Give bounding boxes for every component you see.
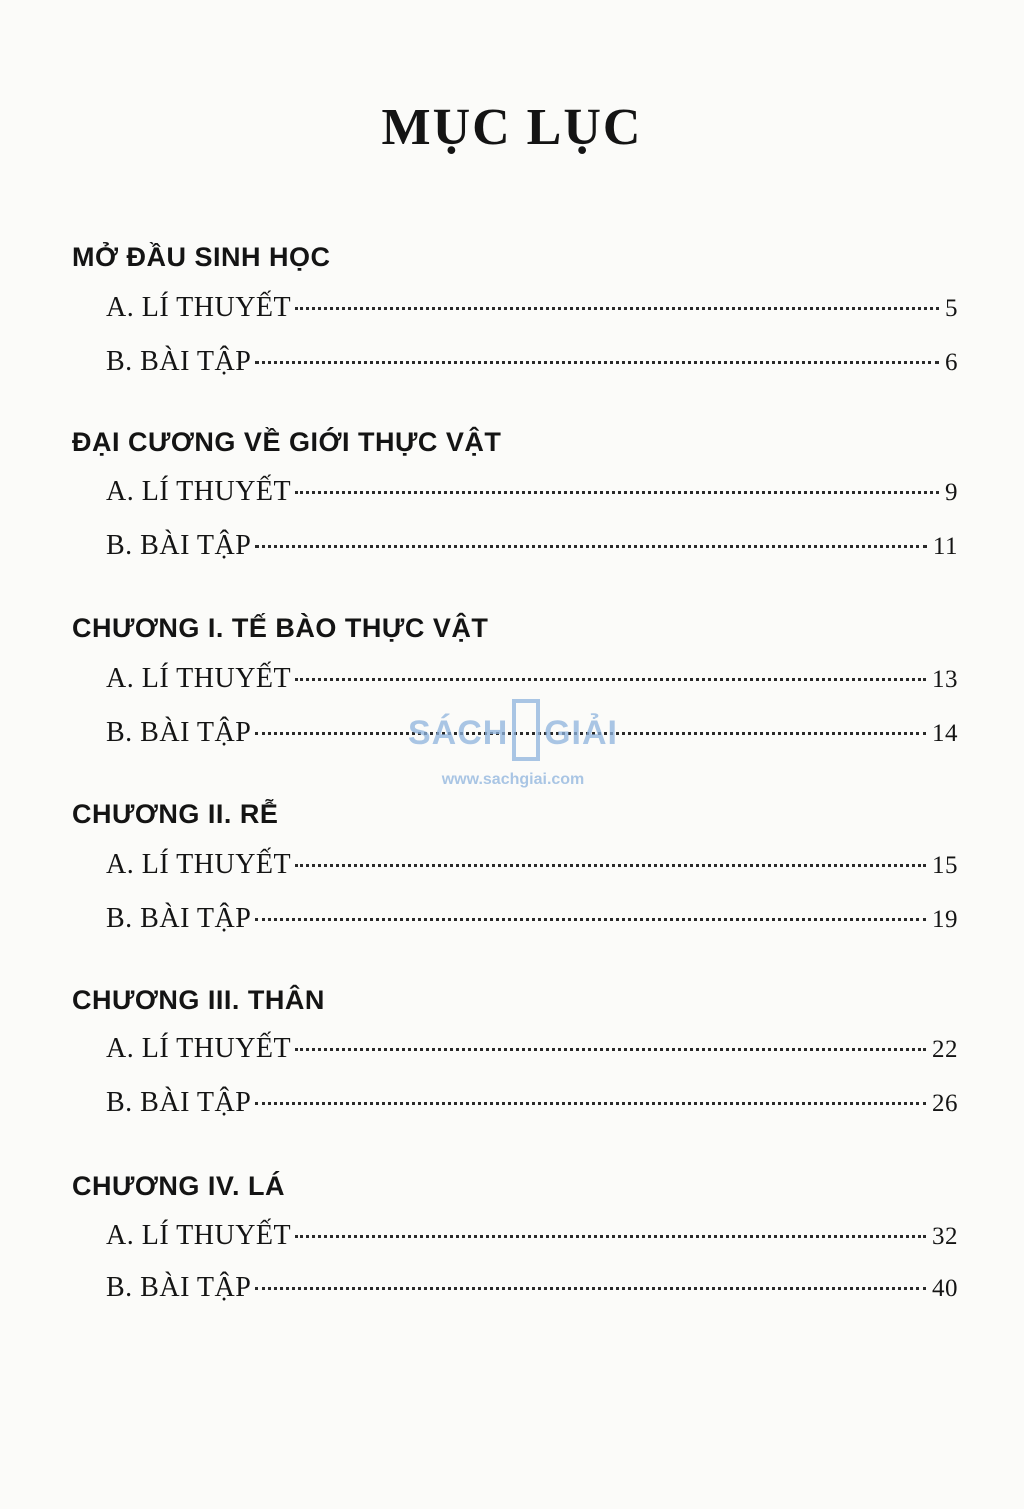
watermark-brand-right: GIẢI [544, 714, 618, 752]
toc-entry[interactable] [106, 1272, 958, 1312]
toc-entry-label: B. BÀI TẬP [106, 903, 252, 934]
toc-page-number: 26 [932, 1090, 958, 1117]
toc-entry[interactable] [106, 849, 958, 889]
dot-leader [295, 1235, 926, 1238]
toc-entry[interactable] [106, 663, 958, 703]
toc-entry[interactable] [106, 1033, 958, 1073]
watermark-url: www.sachgiai.com [441, 771, 585, 788]
toc-entry-label: A. LÍ THUYẾT [106, 663, 292, 694]
toc-entry[interactable] [106, 903, 958, 943]
toc-entry[interactable] [106, 1220, 958, 1260]
dot-leader [255, 918, 926, 921]
dot-leader [295, 864, 926, 867]
toc-entry-label: A. LÍ THUYẾT [106, 476, 292, 507]
dot-leader [295, 491, 939, 494]
dot-leader [255, 1102, 926, 1105]
dot-leader [295, 307, 939, 310]
dot-leader [255, 732, 926, 735]
section-heading: CHƯƠNG I. TẾ BÀO THỰC VẬT [72, 613, 489, 643]
toc-entry-label: B. BÀI TẬP [106, 1087, 252, 1118]
dot-leader [295, 678, 926, 681]
toc-page-number: 32 [932, 1223, 958, 1250]
toc-entry[interactable] [106, 292, 958, 332]
toc-entry[interactable] [106, 476, 958, 516]
section-heading: CHƯƠNG III. THÂN [72, 985, 325, 1015]
toc-page-number: 11 [932, 533, 958, 560]
toc-entry-label: A. LÍ THUYẾT [106, 849, 292, 880]
toc-entry-label: B. BÀI TẬP [106, 346, 252, 377]
toc-entry-label: B. BÀI TẬP [106, 530, 252, 561]
toc-entry[interactable] [106, 1087, 958, 1127]
toc-page-number: 9 [945, 479, 958, 506]
toc-page-number: 15 [932, 852, 958, 879]
toc-entry-label: A. LÍ THUYẾT [106, 1033, 292, 1064]
toc-entry[interactable] [106, 530, 958, 570]
toc-entry-label: B. BÀI TẬP [106, 717, 252, 748]
toc-page-number: 19 [932, 906, 958, 933]
dot-leader [255, 1287, 926, 1290]
toc-entry-label: A. LÍ THUYẾT [106, 1220, 292, 1251]
toc-entry-label: A. LÍ THUYẾT [106, 292, 292, 323]
dot-leader [295, 1048, 926, 1051]
section-heading: CHƯƠNG II. RỄ [72, 799, 279, 829]
toc-entry[interactable] [106, 346, 958, 386]
toc-entry[interactable] [106, 714, 958, 757]
section-heading: CHƯƠNG IV. LÁ [72, 1171, 285, 1201]
dot-leader [255, 545, 927, 548]
toc-page-number: 22 [932, 1036, 958, 1063]
toc-page-number: 13 [932, 666, 958, 693]
toc-page-number: 40 [932, 1275, 958, 1302]
toc-entry-label: B. BÀI TẬP [106, 1272, 252, 1303]
dot-leader [255, 361, 939, 364]
section-heading: MỞ ĐẦU SINH HỌC [72, 242, 331, 272]
watermark-brand-left: SÁCH [408, 714, 509, 752]
toc-page-number: 6 [945, 349, 958, 376]
page-title: MỤC LỤC [381, 99, 643, 156]
section-heading: ĐẠI CƯƠNG VỀ GIỚI THỰC VẬT [72, 427, 502, 457]
toc-page-number: 5 [945, 295, 958, 322]
toc-page-number: 14 [932, 720, 958, 747]
